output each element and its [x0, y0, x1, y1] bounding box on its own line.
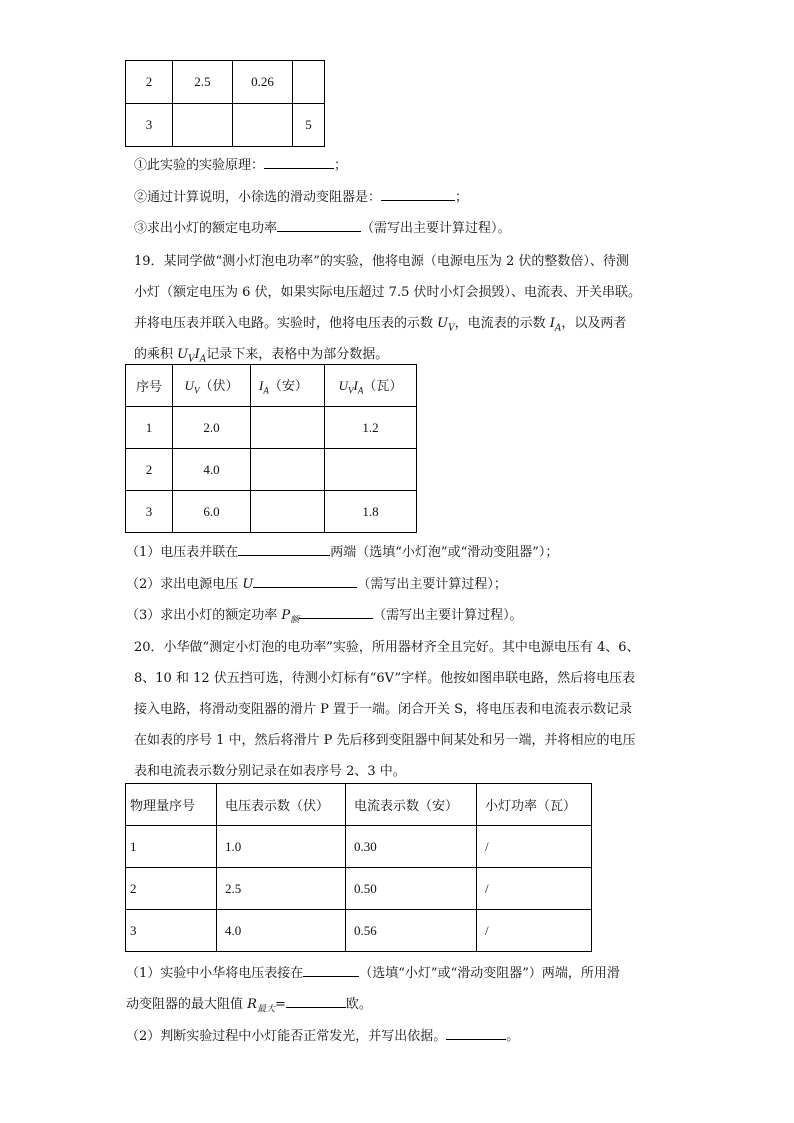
table-cell: 0.26 [233, 61, 293, 104]
table-cell: 0.56 [346, 910, 477, 952]
q19-line3-text-c: ，以及两者 [561, 316, 627, 331]
q19-line4-text-b: 记录下来，表格中为部分数据。 [206, 347, 389, 362]
q20-part2-end: 。 [506, 1029, 520, 1044]
table-cell: 5 [293, 104, 325, 147]
symbol-u: U [338, 378, 349, 394]
header-cell: 序号 [126, 365, 173, 407]
q19-line3-text: 并将电压表并联入电路。实验时，他将电压表的示数 [134, 316, 438, 331]
table-header-row [126, 365, 417, 407]
q20-line4: 在如表的序号 1 中，然后将滑片 P 先后移到变阻器中间某处和另一端，并将相应的电压 [134, 733, 636, 748]
header-unit: （安） [268, 378, 308, 394]
header-cell: 物理量序号 [126, 784, 217, 826]
answer-blank[interactable] [299, 604, 373, 619]
q20-line2: 8、10 和 12 伏五挡可选，待测小灯标有“6V”字样。他按如图串联电路，然后将电压表 [134, 671, 636, 686]
q18-item2-text: ②通过计算说明，小徐选的滑动变阻器是： [134, 190, 382, 205]
header-cell [325, 365, 417, 407]
table-cell: / [477, 910, 592, 952]
answer-blank[interactable] [238, 541, 330, 556]
q19-part3-text: （3）求出小灯的额定功率 [126, 608, 282, 623]
table-row [126, 868, 592, 910]
q18-item3-text: ③求出小灯的额定电功率 [134, 221, 278, 236]
header-cell: 电流表示数（安） [346, 784, 477, 826]
q19-part1 [126, 541, 558, 560]
answer-blank[interactable] [253, 573, 357, 588]
q18-item1-text: ①此实验的实验原理： [134, 158, 265, 173]
q19-line4 [134, 343, 388, 365]
answer-blank[interactable] [264, 154, 334, 169]
q20-line1: 20．小华做“测定小灯泡的电功率”实验，所用器材齐全且完好。其中电源电压有 4、6、 [134, 640, 640, 655]
q20-part1 [126, 962, 620, 981]
table-cell: 3 [126, 910, 217, 952]
q19-line2: 小灯（额定电压为 6 伏，如果实际电压超过 7.5 伏时小灯会损毁）、电流表、开关串联。 [134, 285, 641, 300]
q20-part1-text-b: （选填“小灯”或“滑动变阻器”）两端，所用滑 [359, 966, 620, 981]
q19-table [125, 364, 417, 533]
symbol-r: R [247, 997, 257, 1012]
symbol-r-sub: 最大 [256, 1004, 275, 1015]
q18-item3-end: （需写出主要计算过程）。 [361, 221, 511, 236]
table-cell: 0.50 [346, 868, 477, 910]
table-row [126, 826, 592, 868]
top-table [125, 60, 325, 147]
table-cell: 4.0 [217, 910, 346, 952]
table-cell [251, 407, 325, 449]
header-unit: （瓦） [363, 378, 403, 394]
q19-part3 [126, 604, 523, 626]
table-cell [325, 449, 417, 491]
header-unit: （伏） [199, 378, 239, 394]
symbol-i: I [194, 347, 200, 362]
table-cell: 2.5 [217, 868, 346, 910]
symbol-u: U [184, 378, 194, 394]
table-cell [233, 104, 293, 147]
table-cell [251, 491, 325, 533]
table-cell: 1 [126, 826, 217, 868]
symbol-i-sub: A [357, 385, 364, 396]
answer-blank[interactable] [277, 217, 361, 232]
table-cell: 2 [126, 61, 173, 104]
header-cell [173, 365, 251, 407]
q19-part2 [126, 573, 507, 592]
q18-item2-end: ； [455, 190, 469, 205]
header-cell [251, 365, 325, 407]
header-cell: 电压表示数（伏） [217, 784, 346, 826]
q20-part1-end: 欧。 [345, 997, 372, 1012]
q18-item3 [134, 217, 511, 236]
table-cell [173, 104, 233, 147]
symbol-u: U [242, 577, 254, 592]
q20-part1-text-c: 动变阻器的最大阻值 [126, 997, 248, 1012]
table-cell: 1.0 [217, 826, 346, 868]
symbol-p-sub: 额 [290, 615, 300, 626]
table-row [126, 407, 417, 449]
table-cell: 6.0 [173, 491, 251, 533]
table-cell: 2.5 [173, 61, 233, 104]
q18-item1 [134, 154, 347, 173]
q19-line3-text-b: ，电流表的示数 [454, 316, 550, 331]
table-cell: 0.30 [346, 826, 477, 868]
symbol-i-sub: A [199, 354, 207, 365]
symbol-i-sub: A [554, 323, 562, 334]
table-row [126, 104, 325, 147]
equals-sign: = [274, 997, 286, 1012]
table-cell [293, 61, 325, 104]
table-cell: 2 [126, 449, 173, 491]
q19-line4-text: 的乘积 [134, 347, 178, 362]
q20-part1-cont [126, 993, 372, 1015]
symbol-u-sub: V [448, 323, 455, 334]
symbol-u-sub: V [193, 385, 200, 396]
table-cell: / [477, 826, 592, 868]
table-cell: 4.0 [173, 449, 251, 491]
q20-part2-text: （2）判断实验过程中小灯能否正常发光，并写出依据。 [126, 1029, 447, 1044]
q19-line1: 19．某同学做“测小灯泡电功率”的实验，他将电源（电源电压为 2 伏的整数倍）、待测 [134, 254, 629, 269]
answer-blank[interactable] [303, 962, 359, 977]
table-cell: 1.2 [325, 407, 417, 449]
q19-part3-end: （需写出主要计算过程）。 [373, 608, 523, 623]
q19-part1-end: 两端（选填“小灯泡”或“滑动变阻器”）； [330, 545, 559, 560]
table-cell: 1 [126, 407, 173, 449]
q18-item1-end: ； [334, 158, 348, 173]
table-row [126, 449, 417, 491]
q19-part1-text: （1）电压表并联在 [126, 545, 239, 560]
symbol-i-sub: A [263, 385, 269, 396]
q19-part2-end: （需写出主要计算过程）； [357, 577, 507, 592]
table-cell: 1.8 [325, 491, 417, 533]
symbol-u-sub: V [348, 385, 354, 396]
symbol-u: U [437, 316, 449, 331]
q20-part1-text: （1）实验中小华将电压表接在 [126, 966, 304, 981]
table-cell: 2 [126, 868, 217, 910]
table-cell: 3 [126, 104, 173, 147]
table-header-row [126, 784, 592, 826]
q20-part2 [126, 1025, 519, 1044]
table-row [126, 491, 417, 533]
q20-line3: 接入电路，将滑动变阻器的滑片 P 置于一端。闭合开关 S，将电压表和电流表示数记录 [134, 702, 633, 717]
symbol-i: I [353, 378, 358, 394]
q19-line3 [134, 312, 626, 334]
symbol-p: P [281, 608, 291, 623]
table-cell [251, 449, 325, 491]
answer-blank[interactable] [381, 186, 455, 201]
answer-blank[interactable] [286, 993, 346, 1008]
answer-blank[interactable] [446, 1025, 506, 1040]
table-row [126, 910, 592, 952]
q20-table [125, 783, 592, 952]
symbol-u: U [177, 347, 189, 362]
table-cell: 2.0 [173, 407, 251, 449]
symbol-i: I [259, 378, 264, 394]
table-cell: 3 [126, 491, 173, 533]
table-cell: / [477, 868, 592, 910]
q19-part2-text: （2）求出电源电压 [126, 577, 243, 592]
q20-line5: 表和电流表示数分别记录在如表序号 2、3 中。 [134, 764, 406, 779]
symbol-i: I [549, 316, 555, 331]
symbol-u-sub: V [188, 354, 195, 365]
q18-item2 [134, 186, 468, 205]
header-cell: 小灯功率（瓦） [477, 784, 592, 826]
table-row [126, 61, 325, 104]
